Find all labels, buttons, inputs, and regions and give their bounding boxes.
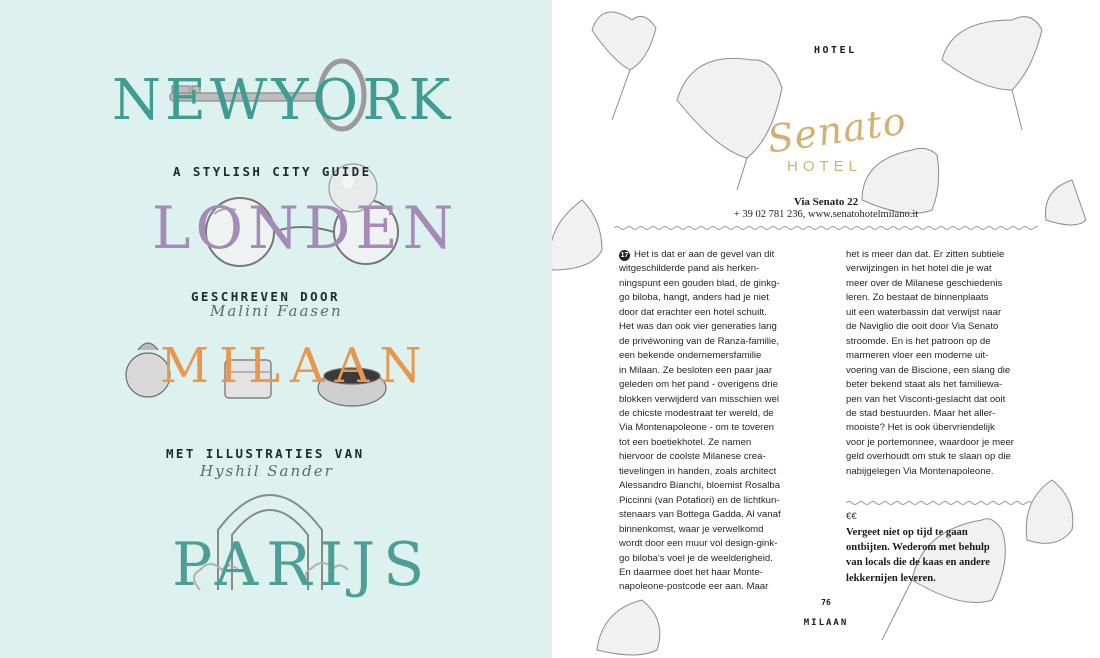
hotel-contact: + 39 02 781 236, www.senatohotelmilano.it — [733, 209, 919, 220]
tip-line: ontbijten. Wederom met behulp — [846, 542, 990, 554]
hotel-address: Via Senato 22 — [793, 196, 859, 208]
body-line: verwijzingen in het hotel die je wat — [846, 263, 992, 275]
running-footer: MILAAN — [803, 618, 849, 628]
body-line: stenaars van Bottega Gadda. Al vanaf — [619, 509, 781, 521]
body-line: geld overhoudt om stuk te slaan op die — [846, 451, 1011, 463]
author-signature: Malini Faasen — [210, 302, 343, 320]
city-milaan: MILAAN — [160, 338, 432, 394]
body-line: door dat erachter een hotel schuilt. — [619, 306, 767, 318]
body-line: Via Montenapoleone - om te toveren — [619, 422, 775, 434]
body-line: een bekende ondernemersfamilie — [619, 350, 762, 362]
illustrations-label: MET ILLUSTRATIES VAN — [166, 446, 365, 461]
subtitle: A STYLISH CITY GUIDE — [173, 164, 372, 179]
tip-line: van locals die de kaas en andere — [846, 557, 991, 569]
tip-box — [846, 525, 990, 586]
body-line: beter bekend staat als het familiewa- — [846, 379, 1003, 391]
body-line: wordt door een muur vol design-gink- — [619, 538, 778, 550]
body-line: ningspunt een gouden blad, de ginkg- — [619, 277, 780, 289]
body-line: mooiste? Het is ook übervriendelijk — [846, 422, 995, 434]
wavy-divider — [614, 225, 1038, 231]
city-londen: LONDEN — [152, 194, 459, 262]
body-line: stroomde. En is het patroon op de — [846, 335, 991, 347]
section-label: HOTEL — [814, 45, 857, 56]
body-line: witgeschilderde pand als herken- — [619, 263, 760, 275]
body-line: leren. Zo bestaat de binnenplaats — [846, 292, 989, 304]
written-by-label: GESCHREVEN DOOR — [191, 289, 340, 304]
body-line: nabijgelegen Via Montenapoleone. — [846, 465, 994, 477]
tip-line: lekkernijen leveren. — [846, 572, 936, 584]
hotel-logo-sub: HOTEL — [787, 158, 863, 175]
body-line: Piccinni (van Potafiori) en de lichtkun- — [619, 494, 780, 506]
body-line: de chicste modestraat ter wereld, de — [619, 407, 774, 419]
body-line: tot een boetiekhotel. Ze namen — [619, 436, 752, 448]
body-line: het is meer dan dat. Er zitten subtiele — [846, 249, 1005, 260]
body-line: hiervoor de coolste Milanese crea- — [619, 451, 766, 463]
price-indicator: €€ — [846, 511, 857, 522]
body-line: de Naviglio die ooit door Via Senato — [846, 321, 999, 333]
body-line: de privéwoning van de Ranza-familie, — [619, 335, 779, 347]
wavy-divider — [846, 500, 1036, 506]
entry-number-badge: 17 — [620, 252, 629, 259]
hotel-logo: Senato — [764, 98, 910, 162]
body-line: go biloba's voel je de weelderigheid. — [619, 552, 773, 564]
body-line: go biloba, hangt, anders had je niet — [619, 292, 769, 304]
hotel-page — [552, 0, 1100, 658]
body-line: voering van de Biscione, een slang die — [846, 364, 1011, 376]
body-line: voor je portemonnee, waardoor je meer — [846, 436, 1014, 448]
tip-line: Vergeet niet op tijd te gaan — [846, 527, 968, 538]
body-line: pen van het Visconti-geslacht dat ooit — [846, 393, 1006, 405]
body-line: tievelingen in handen, zoals architect — [619, 465, 777, 477]
city-newyork: NEWYORK — [112, 68, 455, 133]
body-line-1: 17 Het is dat er aan de gevel van dit — [620, 249, 775, 260]
city-parijs: PARIJS — [172, 530, 433, 600]
body-line: meer over de Milanese geschiedenis — [846, 277, 1003, 289]
body-line: marmeren vloer een moderne uit- — [846, 350, 989, 362]
body-line: blokken verwijderd van misschien wel — [619, 393, 779, 405]
body-line: geleden om het pand - overigens drie — [619, 379, 778, 391]
body-line: uit een waterbassin dat verwijst naar — [846, 306, 1002, 318]
illustrator-signature: Hyshil Sander — [200, 462, 334, 480]
body-line: de stad bestuurden. Maar het aller- — [846, 407, 996, 419]
body-line: Het was dan ook vier generaties lang — [619, 321, 777, 333]
body-line: napoleone-postcode eer aan. Maar — [619, 581, 769, 593]
body-line: in Milaan. Ze besloten een paar jaar — [619, 364, 773, 376]
body-column-2 — [846, 248, 1046, 479]
body-line: binnenkomst, waar je verwelkomd — [619, 523, 764, 535]
body-line: En daarmee doet het haar Monte- — [619, 566, 763, 578]
page-number: 76 — [821, 598, 831, 607]
body-column-1 — [619, 248, 819, 595]
body-line: Alessandro Bianchi, bloemist Rosalba — [619, 480, 781, 492]
